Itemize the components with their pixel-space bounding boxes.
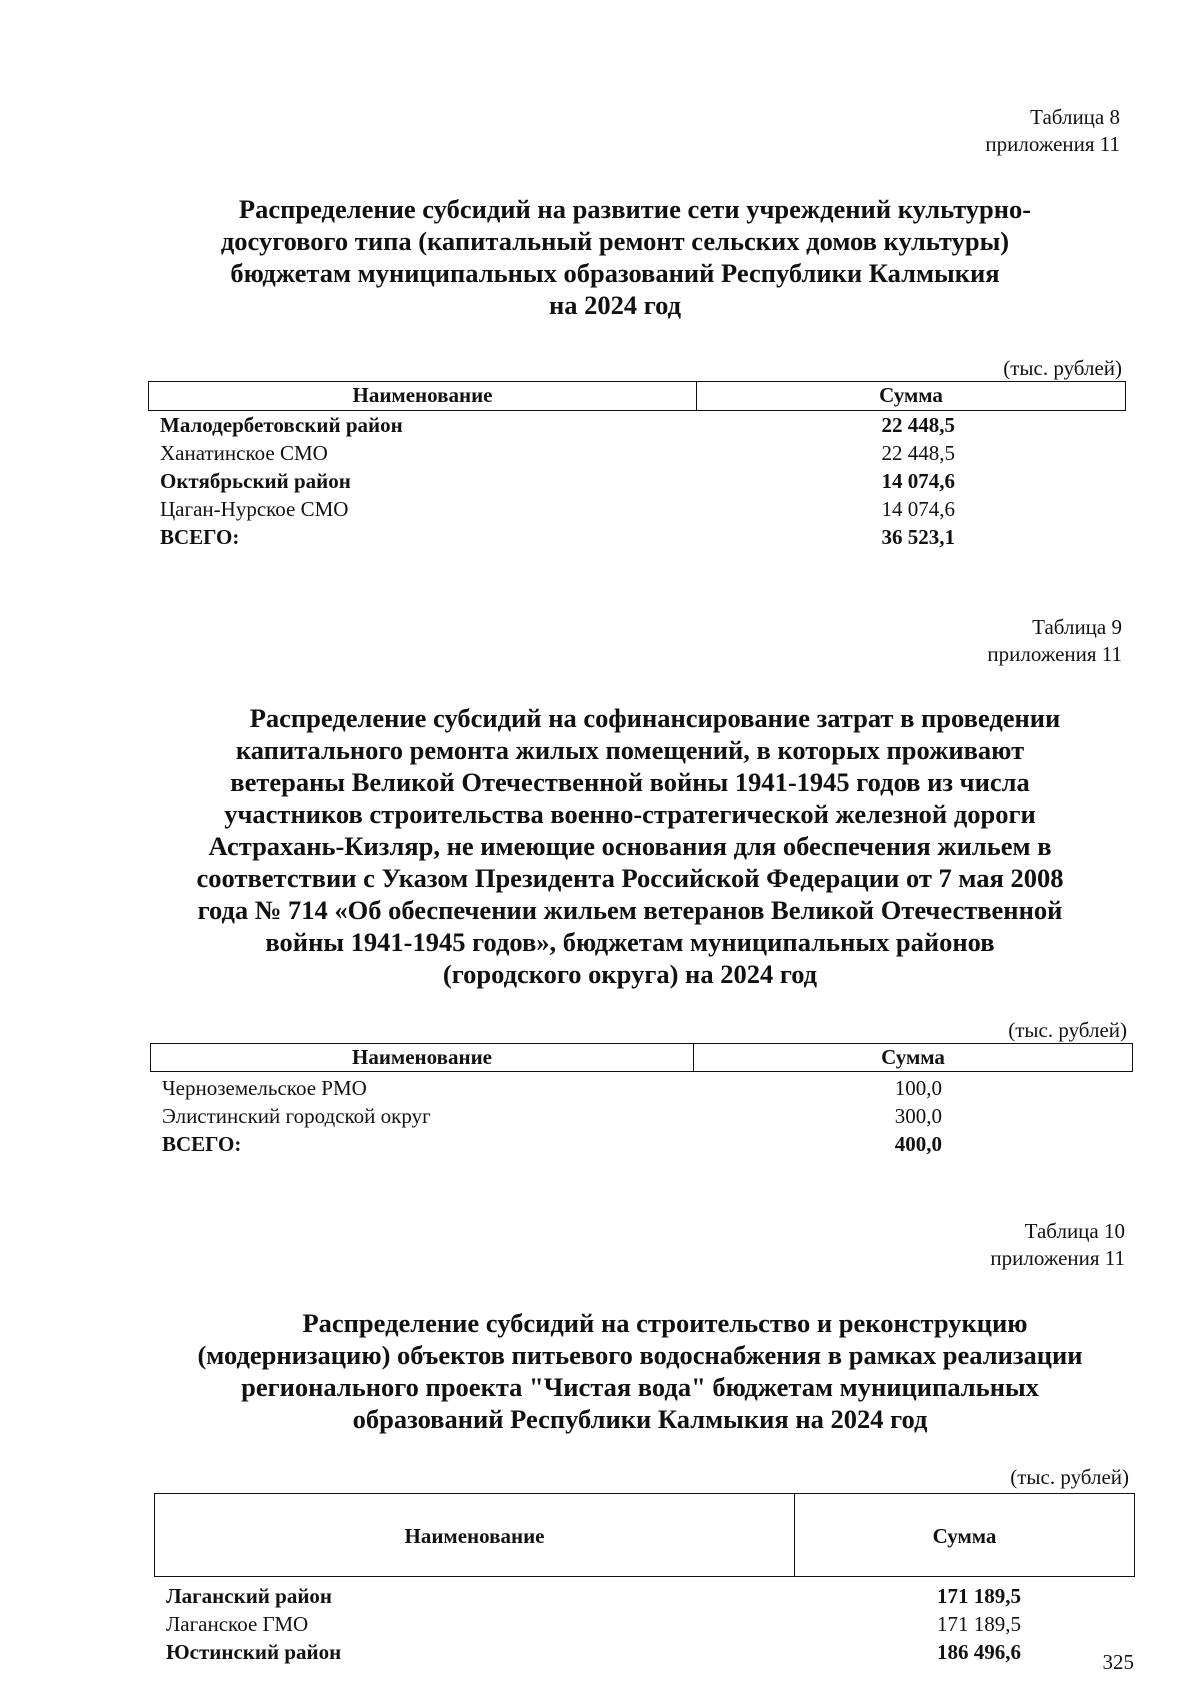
column-header-sum: Сумма bbox=[881, 1045, 945, 1069]
table-ref-line: приложения 11 bbox=[990, 1246, 1125, 1270]
row-sum: 14 074,6 bbox=[881, 497, 955, 521]
row-name: Лаганский район bbox=[166, 1584, 333, 1608]
title-line: Астрахань-Кизляр, не имеющие основания для обеспечения жильем в bbox=[208, 831, 1052, 861]
table-9-title bbox=[140, 702, 1120, 990]
table-ref-line: приложения 11 bbox=[985, 132, 1120, 156]
table-ref-line: Таблица 9 bbox=[1032, 615, 1122, 639]
title-line: образований Республики Калмыкия на 2024 год bbox=[352, 1404, 928, 1434]
table-9-header bbox=[150, 1043, 1133, 1072]
table-9-reference bbox=[987, 614, 1122, 668]
title-line: досугового типа (капитальный ремонт сельских домов культуры) bbox=[220, 226, 1010, 256]
row-sum: 22 448,5 bbox=[881, 413, 955, 437]
row-sum: 14 074,6 bbox=[881, 469, 955, 493]
row-sum: 400,0 bbox=[894, 1132, 942, 1156]
title-line: войны 1941-1945 годов», бюджетам муниципальных районов bbox=[265, 927, 995, 957]
title-line: Распределение субсидий на софинансирование затрат в проведении bbox=[249, 703, 1061, 733]
column-header-name: Наименование bbox=[149, 382, 697, 410]
table-ref-line: Таблица 8 bbox=[1030, 105, 1120, 129]
row-name: Лаганское ГМО bbox=[166, 1612, 309, 1636]
table-8-units: (тыс. рублей) bbox=[1003, 356, 1122, 380]
title-line: ветераны Великой Отечественной войны 1941-1945 годов из числа bbox=[230, 767, 1030, 797]
column-header-sum: Сумма bbox=[879, 383, 943, 407]
table-ref-line: Таблица 10 bbox=[1024, 1219, 1125, 1243]
table-10-units: (тыс. рублей) bbox=[1010, 1465, 1129, 1489]
title-line: (модернизацию) объектов питьевого водоснабжения в рамках реализации bbox=[197, 1340, 1083, 1370]
column-header-sum: Сумма bbox=[932, 1524, 997, 1548]
title-line: участников строительства военно-стратегической железной дороги bbox=[224, 799, 1036, 829]
title-line: капитального ремонта жилых помещений, в которых проживают bbox=[235, 735, 1025, 765]
row-sum: 22 448,5 bbox=[881, 441, 955, 465]
table-8-header bbox=[148, 381, 1126, 411]
row-sum: 171 189,5 bbox=[937, 1612, 1021, 1636]
table-9-units: (тыс. рублей) bbox=[1008, 1018, 1127, 1042]
row-name: Цаган-Нурское СМО bbox=[160, 497, 349, 521]
title-line: регионального проекта "Чистая вода" бюджетам муниципальных bbox=[241, 1372, 1039, 1402]
title-line: года № 714 «Об обеспечении жильем ветеранов Великой Отечественной bbox=[197, 895, 1063, 925]
title-line: бюджетам муниципальных образований Республики Калмыкия bbox=[230, 258, 1000, 288]
row-name: Элистинский городской округ bbox=[162, 1104, 431, 1128]
table-10-title bbox=[150, 1307, 1130, 1435]
title-line: (городского округа) на 2024 год bbox=[442, 959, 818, 989]
title-line: на 2024 год bbox=[548, 290, 682, 320]
title-line: соответствии с Указом Президента Российской Федерации от 7 мая 2008 bbox=[196, 863, 1064, 893]
row-name: ВСЕГО: bbox=[162, 1132, 242, 1156]
table-8-reference bbox=[985, 104, 1120, 158]
row-name: Юстинский район bbox=[166, 1640, 342, 1664]
table-ref-line: приложения 11 bbox=[987, 642, 1122, 666]
page-number: 325 bbox=[1102, 1650, 1134, 1674]
row-name: Черноземельское РМО bbox=[162, 1076, 367, 1100]
column-header-name: Наименование bbox=[151, 1044, 694, 1071]
row-sum: 100,0 bbox=[894, 1076, 942, 1100]
row-name: Ханатинское СМО bbox=[160, 441, 328, 465]
row-sum: 36 523,1 bbox=[881, 525, 955, 549]
table-10-header bbox=[154, 1493, 1135, 1577]
table-8-title bbox=[140, 193, 1090, 321]
row-sum: 300,0 bbox=[894, 1104, 942, 1128]
title-line: Распределение субсидий на строительство и реконструкцию bbox=[302, 1308, 1028, 1338]
row-name: Малодербетовский район bbox=[160, 413, 403, 437]
row-sum: 186 496,6 bbox=[937, 1640, 1021, 1664]
row-name: Октябрьский район bbox=[160, 469, 351, 493]
title-line: Распределение субсидий на развитие сети учреждений культурно- bbox=[238, 194, 1032, 224]
row-name: ВСЕГО: bbox=[160, 525, 240, 549]
row-sum: 171 189,5 bbox=[937, 1584, 1021, 1608]
column-header-name: Наименование bbox=[155, 1494, 795, 1576]
table-10-reference bbox=[990, 1218, 1125, 1272]
